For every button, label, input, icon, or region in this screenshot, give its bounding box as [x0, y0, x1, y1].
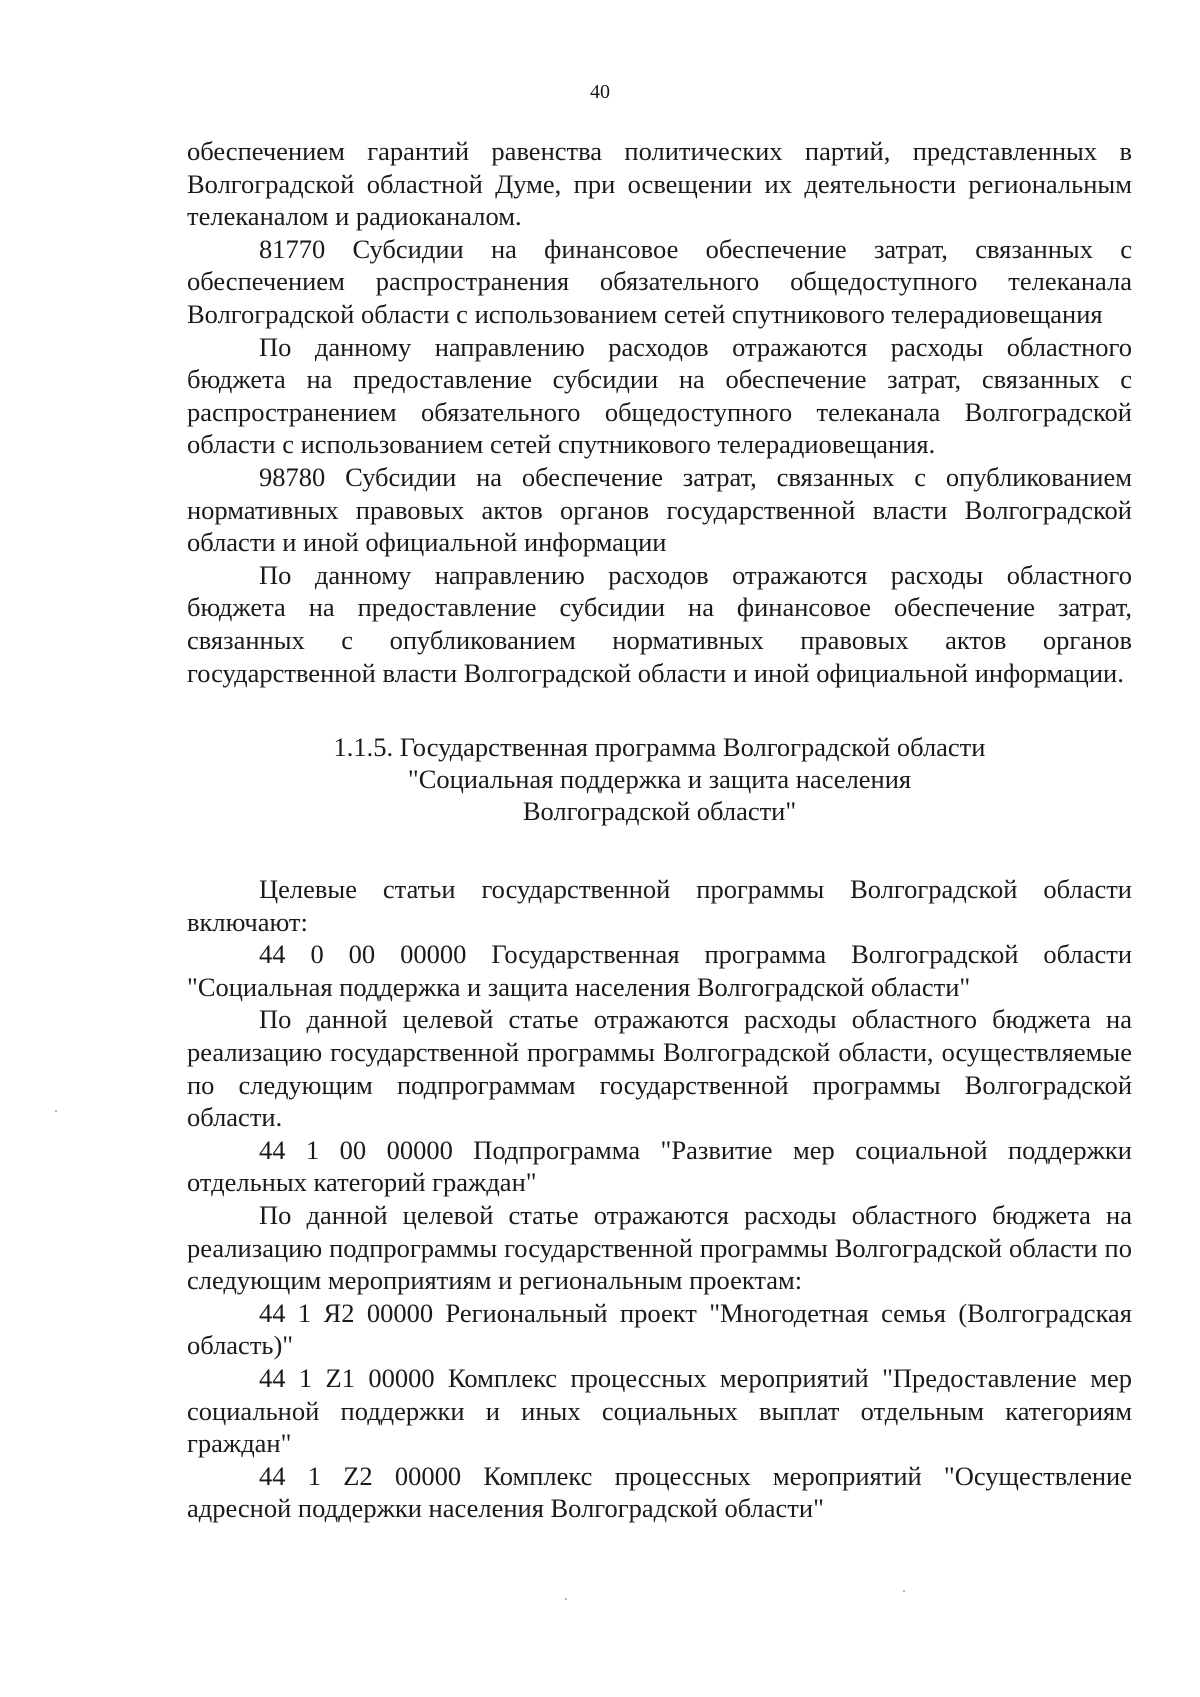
paragraph-code-44-1-ya2: 44 1 Я2 00000 Региональный проект "Многодетная семья (Волгоградская область)"	[187, 1297, 1132, 1361]
paragraph-code-98780: 98780 Субсидии на обеспечение затрат, связанных с опубликованием нормативных правовых актов органов государственной власти Волгоградской области и иной официальной информации	[187, 461, 1132, 558]
section-heading-line-2: "Социальная поддержка и защита населения	[407, 764, 912, 795]
paragraph-code-44-0: 44 0 00 00000 Государственная программа Волгоградской области "Социальная поддержка и защита населения Волгоградской области"	[187, 939, 1132, 1002]
scan-speck	[55, 1110, 57, 1112]
page-number: 40	[590, 81, 610, 103]
paragraph-intro: Целевые статьи государственной программы Волгоградской области включают:	[187, 874, 1132, 937]
paragraph-code-44-1: 44 1 00 00000 Подпрограмма "Развитие мер социальной поддержки отдельных категорий граждан"	[187, 1134, 1132, 1198]
paragraph-continuation: обеспечением гарантий равенства политических партий, представленных в Волгоградской областной Думе, при освещении их деятельности региональным телеканалом и радиоканалом.	[187, 136, 1132, 232]
document-body	[187, 135, 1132, 1525]
section-heading	[187, 731, 1132, 827]
section-heading-line-1: 1.1.5. Государственная программа Волгоградской области	[333, 732, 986, 763]
paragraph-code-44-1-z2: 44 1 Z2 00000 Комплекс процессных мероприятий "Осуществление адресной поддержки населения Волгоградской области"	[187, 1460, 1132, 1524]
paragraph-code-81770: 81770 Субсидии на финансовое обеспечение затрат, связанных с обеспечением распространения обязательного общедоступного телеканала Волгоградской области с использованием сетей спутникового телерадиовещания	[187, 233, 1132, 329]
scan-speck	[903, 1590, 905, 1592]
paragraph-code-44-1-z1: 44 1 Z1 00000 Комплекс процессных мероприятий "Предоставление мер социальной поддержки и иных социальных выплат отдельным категориям граждан"	[187, 1363, 1132, 1459]
paragraph-description-81770: По данному направлению расходов отражаются расходы областного бюджета на предоставление субсидии на обеспечение затрат, связанных с распространением обязательного общедоступного телеканала Волгоградской области с использованием сетей спутникового телерадиовещания.	[187, 331, 1132, 460]
paragraph-description-98780: По данному направлению расходов отражаются расходы областного бюджета на предоставление субсидии на финансовое обеспечение затрат, связанных с опубликованием нормативных правовых актов органов государственной власти Волгоградской области и иной официальной информации.	[187, 559, 1132, 688]
section-heading-line-3: Волгоградской области"	[522, 796, 797, 827]
scan-speck	[565, 1598, 567, 1600]
paragraph-description-44-0: По данной целевой статье отражаются расходы областного бюджета на реализацию государственной программы Волгоградской области, осуществляемые по следующим подпрограммам государственной программы Волгоградской области.	[187, 1004, 1132, 1133]
paragraph-description-44-1: По данной целевой статье отражаются расходы областного бюджета на реализацию подпрограммы государственной программы Волгоградской области по следующим мероприятиям и региональным проектам:	[187, 1200, 1132, 1296]
